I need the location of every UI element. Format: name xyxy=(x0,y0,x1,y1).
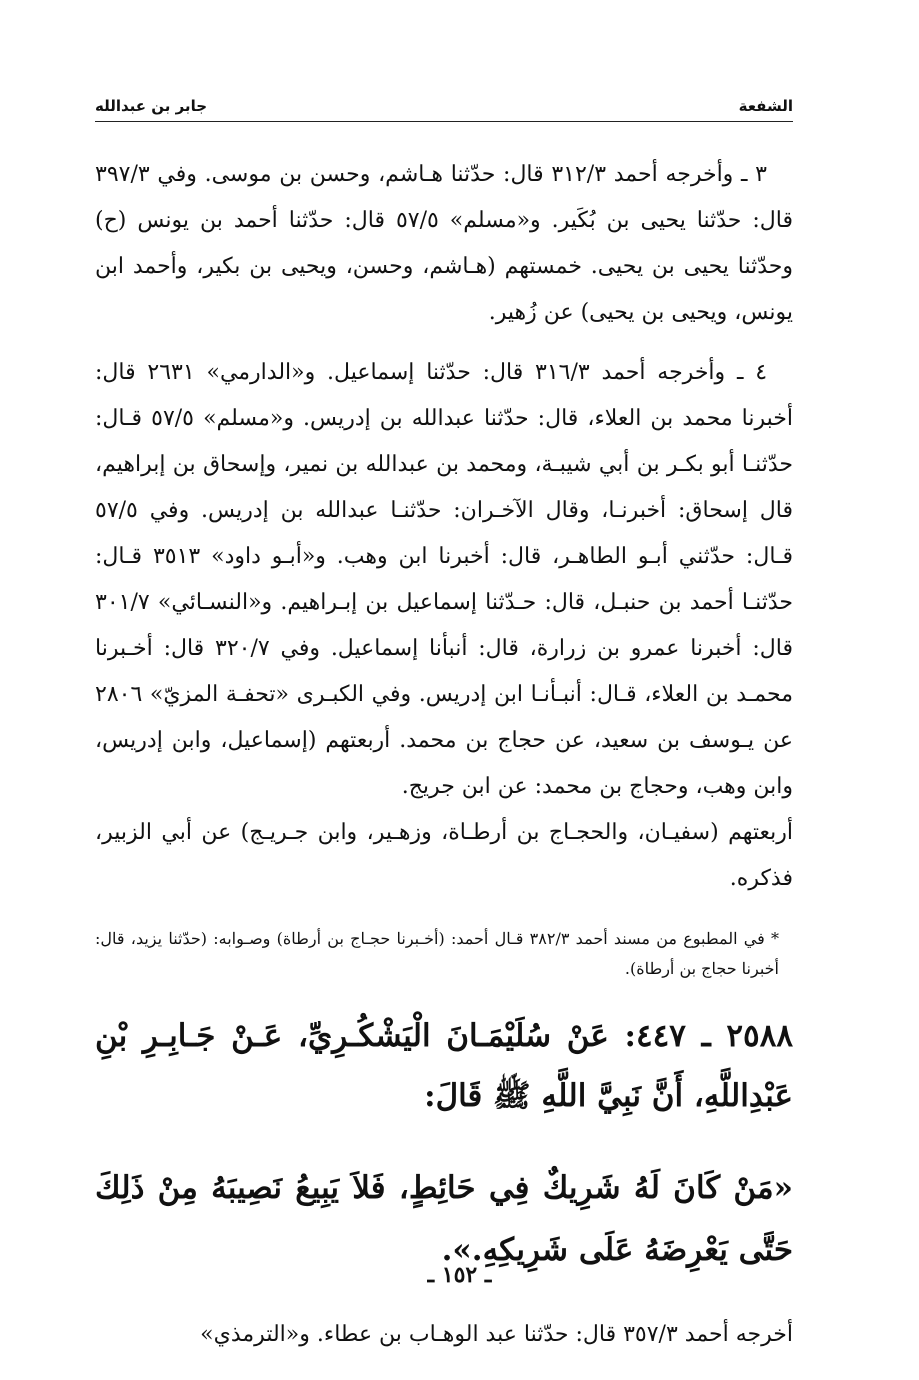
book-page xyxy=(95,95,793,1380)
header-chapter-title: الشفعة xyxy=(731,97,793,115)
takhrij-paragraph-4: ٤ ـ وأخرجه أحمد ٣١٦/٣ قال: حدّثنا إسماعيل. و«الدارمي» ٢٦٣١ قال: أخبرنا محمد بن العلاء، قال: حدّثنا عبدالله بن إدريس. و«مسلم» ٥٧/٥ قـال: حدّثنـا أبو بكـر بن أبي شيبـة، ومحمد بن عبدالله بن نمير، وإسحاق بن إبراهيم، قال إسحاق: أخبرنـا، وقال الآخـران: حدّثنـا عبدالله بن إدريس. وفي ٥٧/٥ قـال: حدّثني أبـو الطاهـر، قال: أخبرنا ابن وهب. و«أبـو داود» ٣٥١٣ قـال: حدّثنـا أحمد بن حنبـل، قال: حـدّثنا إسماعيل بن إبـراهيم. و«النسـائي» ٣٠١/٧ قال: أخبرنا عمرو بن زرارة، قال: أنبأنا إسماعيل. وفي ٣٢٠/٧ قال: أخـبرنا محمـد بن العلاء، قـال: أنبـأنـا ابن إدريس. وفي الكبـرى «تحفـة المزيّ» ٢٨٠٦ عن يـوسف بن سعيد، عن حجاج بن محمد. أربعتهم (إسماعيل، وابن إدريس، وابن وهب، وحجاج بن محمد: عن ابن جريج. xyxy=(95,360,793,799)
takhrij-line: أخرجه أحمد ٣٥٧/٣ قال: حدّثنا عبد الوهـاب بن عطاء. و«الترمذي» xyxy=(200,1322,793,1347)
page-number: ـ ١٥٢ ـ xyxy=(427,1262,492,1288)
takhrij-summary: أربعتهم (سفيـان، والحجـاج بن أرطـاة، وزهـير، وابن جـريـج) عن أبي الزبير، فذكره. xyxy=(95,820,793,891)
footnote: * في المطبوع من مسند أحمد ٣٨٢/٣ قـال أحمد: (أخـبرنا حجـاج بن أرطاة) وصـوابه: (حدّثنا يزيد، قال: أخبرنا حجاج بن أرطاة). xyxy=(95,929,780,978)
hadith-heading: ٢٥٨٨ ـ ٤٤٧: عَنْ سُلَيْمَـانَ الْيَشْكُـرِيِّ، عَـنْ جَـابِـرِ بْنِ عَبْدِاللَّهِ، أَنَّ نَبِيَّ اللَّهِ ﷺ قَالَ: xyxy=(95,1018,793,1114)
takhrij-paragraph-3: ٣ ـ وأخرجه أحمد ٣١٢/٣ قال: حدّثنا هـاشم، وحسن بن موسى. وفي ٣٩٧/٣ قال: حدّثنا يحيى بن بُكَير. و«مسلم» ٥٧/٥ قال: حدّثنا أحمد بن يونس (ح) وحدّثنا يحيى بن يحيى. خمستهم (هـاشم، وحسن، ويحيى بن بكير، وأحمد ابن يونس، ويحيى بن يحيى) عن زُهير. xyxy=(95,162,793,325)
running-header xyxy=(95,95,793,122)
header-companion-name: جابر بن عبدالله xyxy=(95,97,215,115)
hadith-text: «مَنْ كَانَ لَهُ شَرِيكٌ فِي حَائِطٍ، فَلاَ يَبِيعُ نَصِيبَهُ مِنْ ذَلِكَ حَتَّى يَعْرِضَهُ عَلَى شَرِيكِهِ.». xyxy=(95,1170,793,1268)
